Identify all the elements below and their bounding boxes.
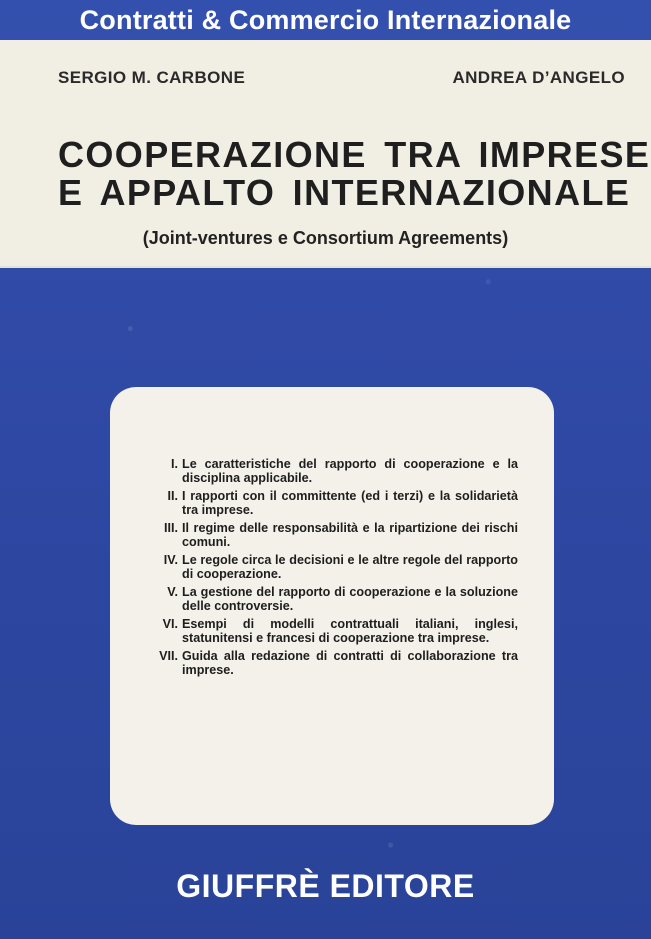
contents-number: VII. (159, 649, 178, 663)
contents-number: IV. (163, 553, 178, 567)
contents-item (150, 650, 518, 677)
author-2: ANDREA D’ANGELO (452, 68, 625, 87)
contents-text: Le regole circa le decisioni e le altre regole del rapporto di cooperazione. (182, 553, 518, 581)
contents-text: La gestione del rapporto di cooperazione e la soluzione delle controversie. (182, 585, 518, 613)
contents-text: Il regime delle responsabilità e la ripartizione dei rischi comuni. (182, 521, 518, 549)
table-of-contents (110, 387, 554, 825)
contents-number: II. (167, 489, 178, 503)
contents-list (150, 458, 518, 682)
publisher-name: GIUFFRÈ EDITORE (176, 868, 475, 904)
contents-item (150, 490, 518, 517)
book-title-line-1: COOPERAZIONE TRA IMPRESE (58, 134, 651, 175)
book-subtitle: (Joint-ventures e Consortium Agreements) (142, 228, 509, 248)
contents-item (150, 458, 518, 485)
book-title-line-2: E APPALTO INTERNAZIONALE (58, 172, 631, 213)
contents-item (150, 618, 518, 645)
book-title (58, 134, 651, 213)
series-title: Contratti & Commercio Internazionale (79, 4, 572, 35)
authors (58, 68, 625, 88)
contents-item (150, 586, 518, 613)
title-panel (0, 40, 651, 268)
contents-number: V. (167, 585, 178, 599)
contents-text: Guida alla redazione di contratti di collaborazione tra imprese. (182, 649, 518, 677)
contents-item (150, 554, 518, 581)
author-1: SERGIO M. CARBONE (58, 68, 246, 87)
contents-number: III. (164, 521, 178, 535)
contents-item (150, 522, 518, 549)
contents-text: Esempi di modelli contrattuali italiani, inglesi, statunitensi e francesi di cooperazione tra imprese. (182, 617, 518, 645)
contents-text: I rapporti con il committente (ed i terzi) e la solidarietà tra imprese. (182, 489, 518, 517)
contents-number: I. (171, 457, 178, 471)
contents-text: Le caratteristiche del rapporto di cooperazione e la disciplina applicabile. (182, 457, 518, 485)
contents-number: VI. (162, 617, 178, 631)
